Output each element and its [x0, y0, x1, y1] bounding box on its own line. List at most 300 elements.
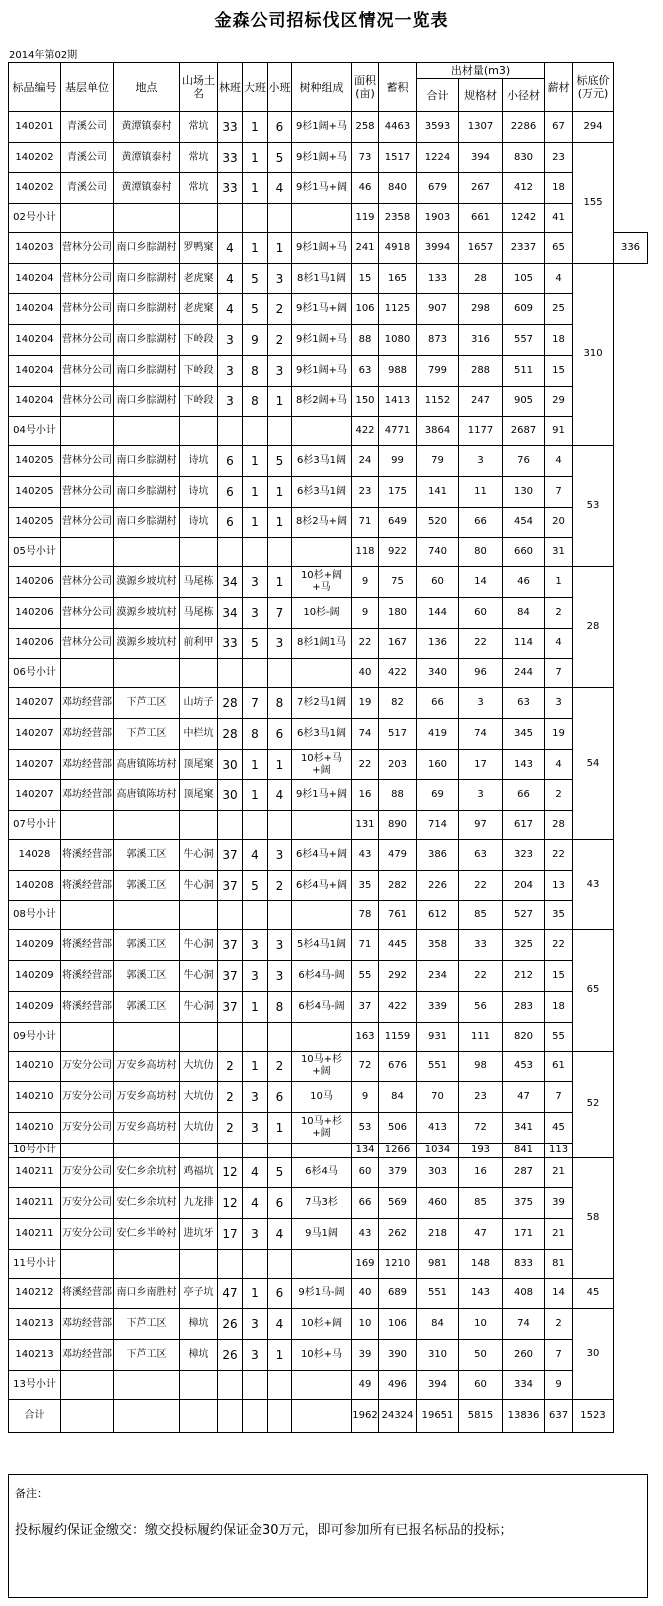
cell-output-small: 2337: [503, 233, 545, 264]
cell-place-name: 常坑: [180, 142, 218, 173]
table-row: [9, 263, 648, 294]
cell-location: 南口乡腙湖村: [114, 294, 180, 325]
cell-output-standard: 193: [459, 1143, 503, 1157]
subtotal-row: [9, 204, 648, 233]
cell-output-small: 84: [503, 597, 545, 628]
cell-output-standard: 661: [459, 204, 503, 233]
cell-output-standard: 10: [459, 1309, 503, 1340]
cell-xiao-ban: 6: [268, 1188, 292, 1219]
cell-species: [292, 1370, 352, 1399]
cell-lot-no: 140208: [9, 870, 61, 901]
cell-xiao-ban: 1: [268, 233, 292, 264]
cell-lin-ban: [218, 1143, 243, 1157]
header-lin-ban: 林班: [218, 63, 243, 112]
cell-location: [114, 901, 180, 930]
table-row: [9, 870, 648, 901]
cell-xiao-ban: 3: [268, 961, 292, 992]
cell-species: [292, 204, 352, 233]
table-row: [9, 628, 648, 659]
cell-firewood: 9: [545, 1370, 573, 1399]
cell-da-ban: 5: [243, 628, 268, 659]
cell-lot-no: 05号小计: [9, 538, 61, 567]
cell-firewood: 7: [545, 1082, 573, 1113]
cell-species: 9杉1马+阔: [292, 294, 352, 325]
cell-location: [114, 811, 180, 840]
cell-area: 39: [352, 1340, 379, 1371]
cell-xiao-ban: 2: [268, 870, 292, 901]
cell-xiao-ban: 1: [268, 1112, 292, 1143]
cell-location: 南口乡腙湖村: [114, 386, 180, 417]
cell-place-name: 诗坑: [180, 446, 218, 477]
cell-da-ban: 1: [243, 780, 268, 811]
cell-da-ban: [243, 1370, 268, 1399]
cell-lot-no: 合计: [9, 1399, 61, 1432]
cell-output-small: 287: [503, 1157, 545, 1188]
cell-stock: 106: [379, 1309, 417, 1340]
cell-da-ban: 3: [243, 597, 268, 628]
header-unit: 基层单位: [61, 63, 114, 112]
cell-species: 6杉4马-阔: [292, 991, 352, 1022]
cell-output-total: 70: [417, 1082, 459, 1113]
cell-location: 万安乡高坊村: [114, 1082, 180, 1113]
table-row: [9, 1112, 648, 1143]
cell-unit: 营林分公司: [61, 233, 114, 264]
cell-base-price: 54: [573, 688, 614, 840]
cell-output-standard: 1657: [459, 233, 503, 264]
cell-stock: 1210: [379, 1249, 417, 1278]
cell-stock: 922: [379, 538, 417, 567]
cell-base-price: 30: [573, 1309, 614, 1399]
cell-area: 72: [352, 1051, 379, 1082]
cell-da-ban: 5: [243, 294, 268, 325]
cell-unit: 将溪经营部: [61, 870, 114, 901]
cell-da-ban: 9: [243, 325, 268, 356]
cell-stock: 1413: [379, 386, 417, 417]
cell-firewood: 20: [545, 507, 573, 538]
cell-xiao-ban: 2: [268, 294, 292, 325]
cell-output-small: 325: [503, 930, 545, 961]
cell-location: 漠源乡坡坑村: [114, 567, 180, 598]
cell-lin-ban: 33: [218, 173, 243, 204]
cell-output-total: 66: [417, 688, 459, 719]
cell-base-price: 43: [573, 840, 614, 930]
cell-stock: 890: [379, 811, 417, 840]
cell-stock: 761: [379, 901, 417, 930]
cell-area: 9: [352, 567, 379, 598]
cell-area: 16: [352, 780, 379, 811]
cell-lot-no: 140204: [9, 386, 61, 417]
cell-location: [114, 659, 180, 688]
cell-output-small: 527: [503, 901, 545, 930]
cell-area: 53: [352, 1112, 379, 1143]
cell-unit: 青溪公司: [61, 142, 114, 173]
cell-unit: 万安分公司: [61, 1157, 114, 1188]
table-body: [9, 112, 648, 1433]
cell-output-total: 460: [417, 1188, 459, 1219]
cell-xiao-ban: 3: [268, 930, 292, 961]
table-row: [9, 1188, 648, 1219]
cell-lin-ban: 37: [218, 961, 243, 992]
cell-lot-no: 140207: [9, 749, 61, 780]
cell-area: 422: [352, 417, 379, 446]
cell-output-total: 740: [417, 538, 459, 567]
cell-output-standard: 28: [459, 263, 503, 294]
cell-output-standard: 97: [459, 811, 503, 840]
cell-location: 漠源乡坡坑村: [114, 597, 180, 628]
header-location: 地点: [114, 63, 180, 112]
cell-area: 49: [352, 1370, 379, 1399]
cell-place-name: 常坑: [180, 112, 218, 143]
cell-area: 119: [352, 204, 379, 233]
cell-species: 5杉4马1阔: [292, 930, 352, 961]
cell-lot-no: 14028: [9, 840, 61, 871]
table-row: [9, 173, 648, 204]
cell-place-name: 亭子坑: [180, 1278, 218, 1309]
cell-xiao-ban: 3: [268, 840, 292, 871]
table-row: [9, 233, 648, 264]
cell-lot-no: 140209: [9, 930, 61, 961]
table-row: [9, 688, 648, 719]
table-row: [9, 294, 648, 325]
cell-lin-ban: [218, 1370, 243, 1399]
cell-output-small: 212: [503, 961, 545, 992]
cell-stock: 1159: [379, 1022, 417, 1051]
cell-firewood: 25: [545, 294, 573, 325]
cell-output-small: 47: [503, 1082, 545, 1113]
cell-species: 8杉1阔1马: [292, 628, 352, 659]
cell-lin-ban: 6: [218, 507, 243, 538]
cell-area: 10: [352, 1309, 379, 1340]
cell-unit: 万安分公司: [61, 1082, 114, 1113]
cell-base-price: 155: [573, 142, 614, 263]
cell-stock: 379: [379, 1157, 417, 1188]
cell-unit: 营林分公司: [61, 597, 114, 628]
cell-xiao-ban: 6: [268, 1278, 292, 1309]
cell-unit: [61, 901, 114, 930]
cell-output-total: 551: [417, 1278, 459, 1309]
cell-species: 10马+杉+阔: [292, 1051, 352, 1082]
cell-output-small: 13836: [503, 1399, 545, 1432]
cell-xiao-ban: 1: [268, 749, 292, 780]
cell-species: 9杉1阔+马: [292, 233, 352, 264]
subtotal-row: [9, 659, 648, 688]
cell-species: 9杉1马+阔: [292, 173, 352, 204]
cell-lot-no: 140205: [9, 446, 61, 477]
cell-area: 118: [352, 538, 379, 567]
cell-area: 60: [352, 1157, 379, 1188]
cell-output-small: 66: [503, 780, 545, 811]
cell-base-price: 336: [614, 233, 648, 264]
cell-location: [114, 1022, 180, 1051]
cell-species: [292, 538, 352, 567]
cell-area: 131: [352, 811, 379, 840]
cell-lin-ban: 47: [218, 1278, 243, 1309]
cell-firewood: 45: [545, 1112, 573, 1143]
cell-firewood: 15: [545, 355, 573, 386]
cell-location: 南口乡腙湖村: [114, 233, 180, 264]
cell-location: [114, 1399, 180, 1432]
cell-output-standard: 23: [459, 1082, 503, 1113]
cell-unit: [61, 1022, 114, 1051]
cell-stock: 1080: [379, 325, 417, 356]
subtotal-row: [9, 811, 648, 840]
cell-location: [114, 538, 180, 567]
cell-lin-ban: 34: [218, 567, 243, 598]
cell-lot-no: 140206: [9, 567, 61, 598]
cell-species: 6杉3马1阔: [292, 719, 352, 750]
cell-location: 下芦工区: [114, 719, 180, 750]
cell-firewood: 18: [545, 325, 573, 356]
cell-unit: [61, 811, 114, 840]
cell-lin-ban: [218, 901, 243, 930]
cell-output-small: 453: [503, 1051, 545, 1082]
cell-output-standard: 56: [459, 991, 503, 1022]
cell-location: 安仁乡余坑村: [114, 1157, 180, 1188]
cell-firewood: 23: [545, 142, 573, 173]
cell-place-name: 下岭段: [180, 386, 218, 417]
cell-unit: [61, 1399, 114, 1432]
cell-lin-ban: 6: [218, 476, 243, 507]
cell-stock: 175: [379, 476, 417, 507]
cell-place-name: 牛心洞: [180, 991, 218, 1022]
cell-da-ban: 7: [243, 688, 268, 719]
cell-da-ban: 1: [243, 233, 268, 264]
cell-da-ban: 1: [243, 142, 268, 173]
cell-output-standard: 111: [459, 1022, 503, 1051]
cell-lot-no: 140211: [9, 1157, 61, 1188]
cell-lin-ban: 2: [218, 1051, 243, 1082]
notes-text: 投标履约保证金缴交：缴交投标履约保证金30万元，即可参加所有已报名标品的投标；: [15, 1523, 513, 1538]
cell-lin-ban: 37: [218, 840, 243, 871]
cell-place-name: 樟坑: [180, 1340, 218, 1371]
cell-species: [292, 659, 352, 688]
cell-lin-ban: 33: [218, 628, 243, 659]
total-row: [9, 1399, 648, 1432]
cell-output-total: 419: [417, 719, 459, 750]
cell-da-ban: [243, 1249, 268, 1278]
cell-output-small: 345: [503, 719, 545, 750]
cell-output-standard: 22: [459, 961, 503, 992]
cell-place-name: 顶尾窠: [180, 780, 218, 811]
cell-base-price: 52: [573, 1051, 614, 1157]
cell-output-small: 334: [503, 1370, 545, 1399]
cell-da-ban: [243, 659, 268, 688]
cell-firewood: 21: [545, 1218, 573, 1249]
cell-location: 下芦工区: [114, 1340, 180, 1371]
cell-output-standard: 50: [459, 1340, 503, 1371]
cell-stock: 1517: [379, 142, 417, 173]
cell-species: [292, 1249, 352, 1278]
cell-xiao-ban: 3: [268, 628, 292, 659]
cell-stock: 4918: [379, 233, 417, 264]
cell-da-ban: 3: [243, 1112, 268, 1143]
cell-output-standard: 72: [459, 1112, 503, 1143]
cell-lin-ban: 3: [218, 325, 243, 356]
cell-area: 40: [352, 659, 379, 688]
cell-area: 71: [352, 507, 379, 538]
cell-output-small: 46: [503, 567, 545, 598]
cell-stock: 165: [379, 263, 417, 294]
cell-species: [292, 417, 352, 446]
cell-output-small: 833: [503, 1249, 545, 1278]
cell-place-name: 前利甲: [180, 628, 218, 659]
cell-place-name: 诗坑: [180, 507, 218, 538]
cell-base-price: 310: [573, 263, 614, 445]
cell-species: 7马3杉: [292, 1188, 352, 1219]
cell-output-total: 612: [417, 901, 459, 930]
cell-unit: 营林分公司: [61, 294, 114, 325]
cell-lot-no: 140210: [9, 1051, 61, 1082]
cell-place-name: 大坑仂: [180, 1112, 218, 1143]
cell-output-small: 143: [503, 749, 545, 780]
cell-lin-ban: 3: [218, 355, 243, 386]
cell-location: 郭溪工区: [114, 961, 180, 992]
cell-stock: 840: [379, 173, 417, 204]
table-row: [9, 840, 648, 871]
cell-firewood: 19: [545, 719, 573, 750]
cell-lin-ban: [218, 659, 243, 688]
cell-lot-no: 140207: [9, 719, 61, 750]
cell-unit: 邓坊经营部: [61, 688, 114, 719]
cell-output-total: 1152: [417, 386, 459, 417]
cell-firewood: 65: [545, 233, 573, 264]
table-row: [9, 1309, 648, 1340]
cell-output-total: 358: [417, 930, 459, 961]
cell-place-name: 大坑仂: [180, 1082, 218, 1113]
cell-place-name: 牛心洞: [180, 870, 218, 901]
cell-unit: 青溪公司: [61, 173, 114, 204]
cell-lin-ban: 28: [218, 688, 243, 719]
cell-lot-no: 140213: [9, 1309, 61, 1340]
cell-species: 9杉1马-阔: [292, 1278, 352, 1309]
cell-firewood: 21: [545, 1157, 573, 1188]
cell-output-small: 74: [503, 1309, 545, 1340]
cell-stock: 203: [379, 749, 417, 780]
cell-da-ban: [243, 1022, 268, 1051]
cell-output-small: 130: [503, 476, 545, 507]
cell-output-total: 714: [417, 811, 459, 840]
cell-output-standard: 22: [459, 628, 503, 659]
cell-firewood: 7: [545, 476, 573, 507]
cell-output-total: 907: [417, 294, 459, 325]
cell-lot-no: 140212: [9, 1278, 61, 1309]
header-standard: 规格材: [459, 79, 503, 112]
table-row: [9, 961, 648, 992]
subtotal-row: [9, 417, 648, 446]
cell-place-name: [180, 1143, 218, 1157]
cell-location: 下芦工区: [114, 1309, 180, 1340]
cell-output-small: 1242: [503, 204, 545, 233]
cell-lin-ban: [218, 1249, 243, 1278]
cell-stock: 1125: [379, 294, 417, 325]
header-small: 小径材: [503, 79, 545, 112]
cell-output-total: 79: [417, 446, 459, 477]
cell-firewood: 4: [545, 628, 573, 659]
cell-stock: 4771: [379, 417, 417, 446]
cell-place-name: [180, 204, 218, 233]
cell-output-total: 303: [417, 1157, 459, 1188]
cell-location: 南口乡南胜村: [114, 1278, 180, 1309]
cell-output-total: 136: [417, 628, 459, 659]
cell-firewood: 3: [545, 688, 573, 719]
cell-output-total: 144: [417, 597, 459, 628]
cell-location: [114, 204, 180, 233]
cell-stock: 262: [379, 1218, 417, 1249]
cell-lin-ban: 37: [218, 930, 243, 961]
header-xiao-ban: 小班: [268, 63, 292, 112]
cell-unit: 营林分公司: [61, 628, 114, 659]
cell-location: 郭溪工区: [114, 930, 180, 961]
cell-species: 10杉-阔: [292, 597, 352, 628]
cell-species: 10马: [292, 1082, 352, 1113]
cell-output-standard: 316: [459, 325, 503, 356]
cell-unit: 将溪经营部: [61, 961, 114, 992]
cell-lot-no: 140202: [9, 173, 61, 204]
cell-area: 163: [352, 1022, 379, 1051]
cell-lin-ban: 34: [218, 597, 243, 628]
cell-output-total: 1903: [417, 204, 459, 233]
cell-firewood: 7: [545, 659, 573, 688]
cell-xiao-ban: 1: [268, 386, 292, 417]
cell-unit: [61, 538, 114, 567]
cell-place-name: 牛心洞: [180, 840, 218, 871]
table-row: [9, 325, 648, 356]
cell-area: 88: [352, 325, 379, 356]
cell-output-small: 244: [503, 659, 545, 688]
cell-output-total: 679: [417, 173, 459, 204]
notes-label: 备注：: [15, 1487, 48, 1500]
cell-place-name: 山坊子: [180, 688, 218, 719]
cell-firewood: 18: [545, 173, 573, 204]
cell-stock: 517: [379, 719, 417, 750]
cell-unit: 营林分公司: [61, 476, 114, 507]
cell-output-total: 60: [417, 567, 459, 598]
cell-lot-no: 140205: [9, 507, 61, 538]
cell-output-small: 2286: [503, 112, 545, 143]
cell-place-name: [180, 811, 218, 840]
cell-location: 南口乡腙湖村: [114, 507, 180, 538]
cell-stock: 479: [379, 840, 417, 871]
cell-firewood: 22: [545, 930, 573, 961]
cell-stock: 282: [379, 870, 417, 901]
cell-place-name: 老虎窠: [180, 263, 218, 294]
cell-output-small: 830: [503, 142, 545, 173]
cell-location: 下芦工区: [114, 688, 180, 719]
cell-output-standard: 96: [459, 659, 503, 688]
cell-output-total: 520: [417, 507, 459, 538]
cell-area: 106: [352, 294, 379, 325]
cell-lot-no: 140211: [9, 1218, 61, 1249]
cell-stock: 167: [379, 628, 417, 659]
cell-area: 9: [352, 597, 379, 628]
cell-stock: 506: [379, 1112, 417, 1143]
cell-lot-no: 140206: [9, 628, 61, 659]
cell-species: 8杉1马1阔: [292, 263, 352, 294]
cell-stock: 82: [379, 688, 417, 719]
header-stock: 蓄积: [379, 63, 417, 112]
cell-output-small: 609: [503, 294, 545, 325]
cell-xiao-ban: 6: [268, 1082, 292, 1113]
cell-xiao-ban: [268, 1143, 292, 1157]
cell-area: 9: [352, 1082, 379, 1113]
cell-location: 郭溪工区: [114, 870, 180, 901]
cell-unit: 将溪经营部: [61, 991, 114, 1022]
cell-place-name: 马尾栋: [180, 567, 218, 598]
cell-stock: 390: [379, 1340, 417, 1371]
subtotal-row: [9, 538, 648, 567]
cell-base-price: 28: [573, 567, 614, 688]
cell-da-ban: 1: [243, 173, 268, 204]
